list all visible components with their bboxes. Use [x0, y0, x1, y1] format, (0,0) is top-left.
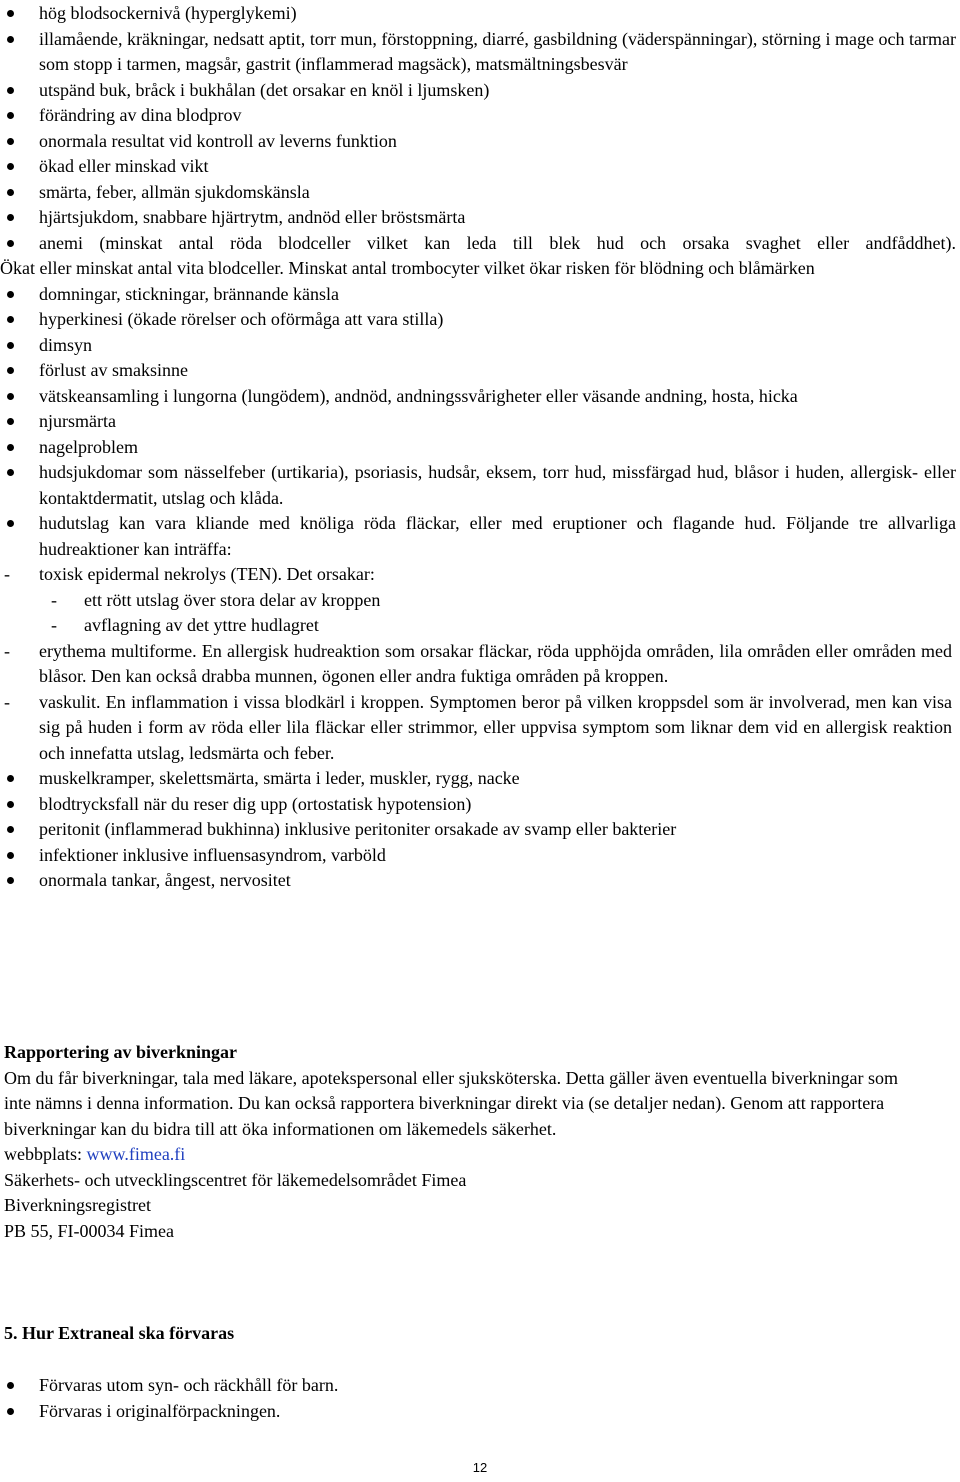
dash-marker: - [4, 691, 10, 712]
list-item: förlust av smaksinne [0, 358, 960, 384]
dash-marker: - [51, 589, 57, 610]
bullet-list-hudutslag [0, 511, 960, 766]
list-item: Förvaras utom syn- och räckhåll för barn. [0, 1373, 960, 1399]
skin-reaction-item [0, 562, 956, 639]
reporting-paragraph: Om du får biverkningar, tala med läkare, apotekspersonal eller sjuksköterska. Detta gäller även eventuella biverkningar som inte nämns i denna information. Du kan också rapportera biverkningar direkt via (se detaljer nedan). Genom att rapportera biverkningar kan du bidra till att öka informationen om läkemedels säkerhet. [4, 1067, 898, 1139]
list-item [0, 231, 960, 282]
skin-reaction-text: erythema multiforme. En allergisk hudreaktion som orsakar fläckar, röda upphöjda områden, lila områden eller områden med blåsor. Den kan också drabba munnen, ögonen eller andra fuktiga områden på kroppen. [39, 640, 952, 686]
list-item: onormala resultat vid kontroll av leverns funktion [0, 129, 960, 155]
bullet-list-mid [0, 282, 960, 512]
address-line-3: PB 55, FI-00034 Fimea [4, 1220, 175, 1241]
list-item: förändring av dina blodprov [0, 103, 960, 129]
list-item: njursmärta [0, 409, 960, 435]
skin-reaction-subtext: avflagning av det yttre hudlagret [84, 615, 319, 635]
list-item: hyperkinesi (ökade rörelser och oförmåga att vara stilla) [0, 307, 960, 333]
reporting-section [4, 1040, 928, 1244]
anemi-line2: Ökat eller minskat antal vita blodceller. Minskat antal trombocyter vilket ökar risken för blödning och blåmärken [0, 258, 815, 278]
anemi-line1: anemi (minskat antal röda blodceller vilket kan leda till blek hud och orsaka svaghet eller andfåddhet). [39, 232, 956, 253]
dash-marker: - [4, 564, 10, 584]
list-item: nagelproblem [0, 435, 960, 461]
list-item: hög blodsockernivå (hyperglykemi) [0, 1, 960, 27]
list-item: muskelkramper, skelettsmärta, smärta i leder, muskler, rygg, nacke [0, 766, 960, 792]
bullet-list-anemi [0, 231, 960, 282]
list-item: smärta, feber, allmän sjukdomskänsla [0, 180, 960, 206]
skin-reaction-list [0, 562, 956, 766]
storage-section [4, 1321, 928, 1347]
hudutslag-text: hudutslag kan vara kliande med knöliga röda fläckar, eller med eruptioner och flagande hud. Följande tre allvarliga hudreaktioner kan inträffa: [39, 513, 956, 559]
address-line-2: Biverkningsregistret [4, 1195, 151, 1215]
list-item: infektioner inklusive influensasyndrom, varböld [0, 843, 960, 869]
list-item: Förvaras i originalförpackningen. [0, 1399, 960, 1425]
list-item: hjärtsjukdom, snabbare hjärtrytm, andnöd eller bröstsmärta [0, 205, 960, 231]
storage-list-wrap [0, 1373, 960, 1424]
list-item: dimsyn [0, 333, 960, 359]
skin-reaction-item [0, 690, 956, 767]
skin-reactions [0, 562, 956, 766]
list-item: blodtrycksfall när du reser dig upp (ortostatisk hypotension) [0, 792, 960, 818]
web-label: webbplats: [4, 1144, 87, 1164]
bullet-list-bottom [0, 766, 960, 894]
storage-heading: 5. Hur Extraneal ska förvaras [4, 1323, 235, 1343]
fimea-link[interactable]: www.fimea.fi [86, 1144, 186, 1164]
dash-marker: - [4, 640, 10, 661]
skin-reaction-text: vaskulit. En inflammation i vissa blodkärl i kroppen. Symptomen beror på vilken kroppsdel som är involverad, men kan visa sig på huden i form av röda eller lila fläckar eller strimmor, eller uppvisa symptom som liknar dem vid en allergisk reaktion och innefatta utslag, ledsmärta och feber. [39, 691, 952, 763]
list-item: vätskeansamling i lungorna (lungödem), andnöd, andningssvårigheter eller väsande andning, hosta, hicka [0, 384, 960, 410]
list-item: peritonit (inflammerad bukhinna) inklusive peritoniter orsakade av svamp eller bakterier [0, 817, 960, 843]
reporting-heading: Rapportering av biverkningar [4, 1042, 238, 1062]
skin-reaction-subitem [0, 613, 952, 639]
skin-reaction-sublist [0, 588, 952, 639]
list-item: onormala tankar, ångest, nervositet [0, 868, 960, 894]
list-item [0, 511, 960, 766]
address-line-1: Säkerhets- och utvecklingscentret för läkemedelsområdet Fimea [4, 1169, 467, 1190]
list-item: domningar, stickningar, brännande känsla [0, 282, 960, 308]
list-item: hudsjukdomar som nässelfeber (urtikaria), psoriasis, hudsår, eksem, torr hud, missfärgad hud, blåsor i huden, allergisk- eller kontaktdermatit, utslag och klåda. [0, 460, 960, 511]
list-item: illamående, kräkningar, nedsatt aptit, torr mun, förstoppning, diarré, gasbildning (väderspänningar), störning i mage och tarmar som stopp i tarmen, magsår, gastrit (inflammerad magsäck), matsmältningsbesvär [0, 27, 960, 78]
skin-reaction-subtext: ett rött utslag över stora delar av kroppen [84, 589, 381, 610]
web-line [4, 1142, 928, 1168]
skin-reaction-text: toxisk epidermal nekrolys (TEN). Det orsakar: [39, 564, 375, 584]
storage-list [0, 1373, 960, 1424]
skin-reaction-item [0, 639, 956, 690]
dash-marker: - [51, 615, 57, 635]
side-effects-list [0, 1, 960, 894]
page-number: 12 [472, 1460, 488, 1475]
skin-reaction-subitem [0, 588, 952, 614]
bullet-list-top [0, 1, 960, 231]
list-item: ökad eller minskad vikt [0, 154, 960, 180]
list-item: utspänd buk, bråck i bukhålan (det orsakar en knöl i ljumsken) [0, 78, 960, 104]
